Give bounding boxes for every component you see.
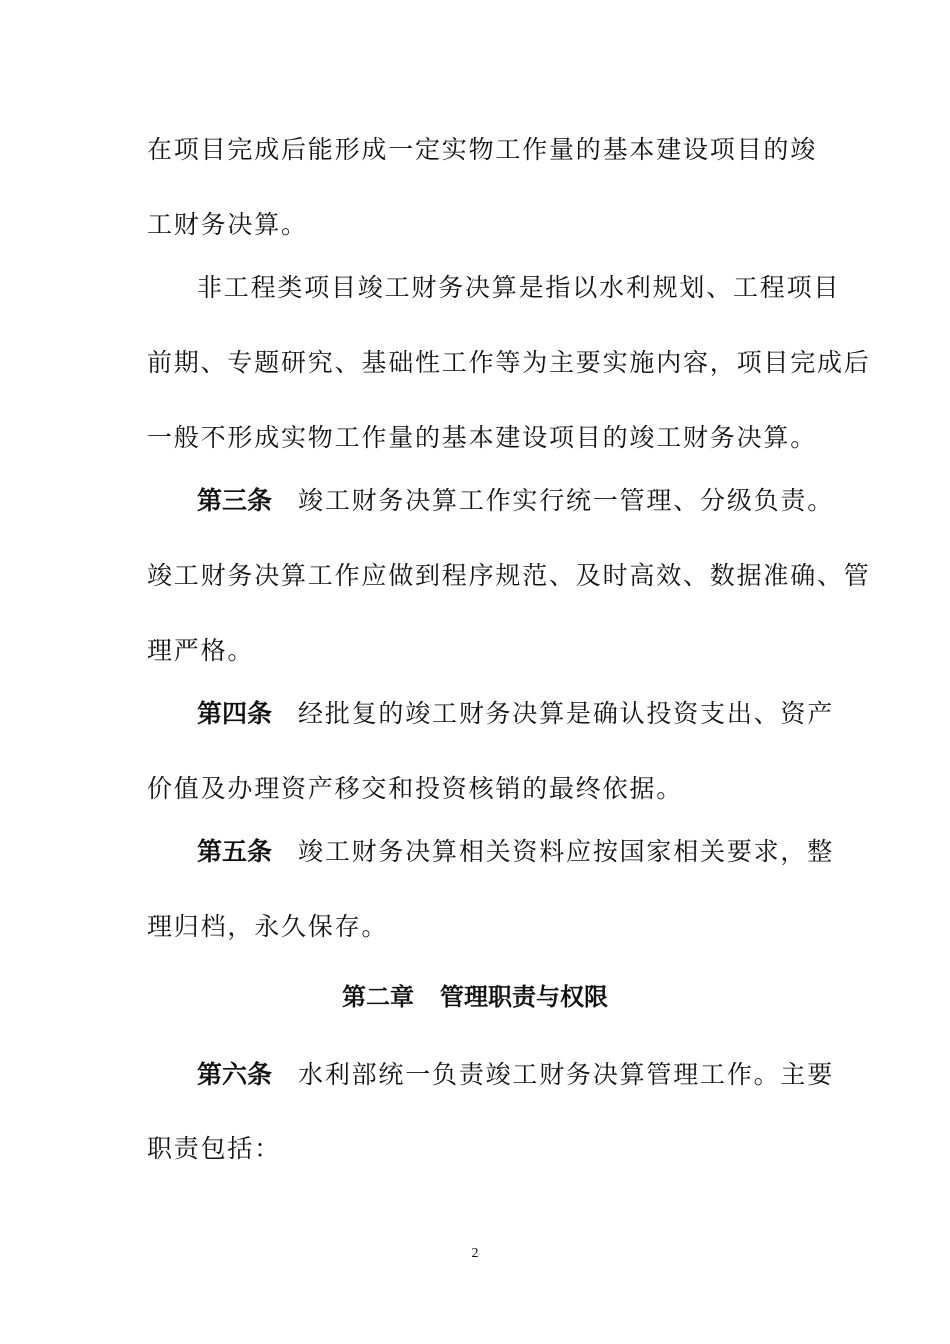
- article-text: 竣工财务决算工作实行统一管理、分级负责。: [298, 486, 835, 515]
- article-text: 经批复的竣工财务决算是确认投资支出、资产: [298, 699, 835, 728]
- page-number: 2: [471, 1246, 479, 1261]
- article-label: 第四条: [197, 699, 273, 728]
- article-text: 水利部统一负责竣工财务决算管理工作。主要: [298, 1060, 835, 1089]
- article-label: 第六条: [197, 1060, 273, 1089]
- chapter-title: 管理职责与权限: [440, 983, 608, 1011]
- paragraph-line: 职责包括：: [147, 1134, 282, 1163]
- article-6-line: [197, 1055, 835, 1095]
- paragraph-line: 在项目完成后能形成一定实物工作量的基本建设项目的竣: [147, 135, 818, 164]
- article-text: 竣工财务决算相关资料应按国家相关要求，整: [298, 837, 835, 866]
- paragraph-line: 理归档，永久保存。: [147, 912, 389, 941]
- paragraph-line: 一般不形成实物工作量的基本建设项目的竣工财务决算。: [147, 423, 818, 452]
- article-label: 第三条: [197, 486, 273, 515]
- paragraph-line: 工财务决算。: [147, 210, 308, 239]
- paragraph-line: 理严格。: [147, 636, 255, 665]
- paragraph-line: 非工程类项目竣工财务决算是指以水利规划、工程项目: [197, 273, 841, 302]
- paragraph-line: 价值及办理资产移交和投资核销的最终依据。: [147, 774, 684, 803]
- article-label: 第五条: [197, 837, 273, 866]
- paragraph-line: 前期、专题研究、基础性工作等为主要实施内容，项目完成后: [147, 348, 871, 377]
- article-5-line: [197, 832, 835, 872]
- chapter-heading: [0, 977, 950, 1017]
- article-4-line: [197, 694, 835, 734]
- article-3-line: [197, 481, 835, 521]
- paragraph-line: 竣工财务决算工作应做到程序规范、及时高效、数据准确、管: [147, 561, 871, 590]
- chapter-number: 第二章: [342, 983, 414, 1011]
